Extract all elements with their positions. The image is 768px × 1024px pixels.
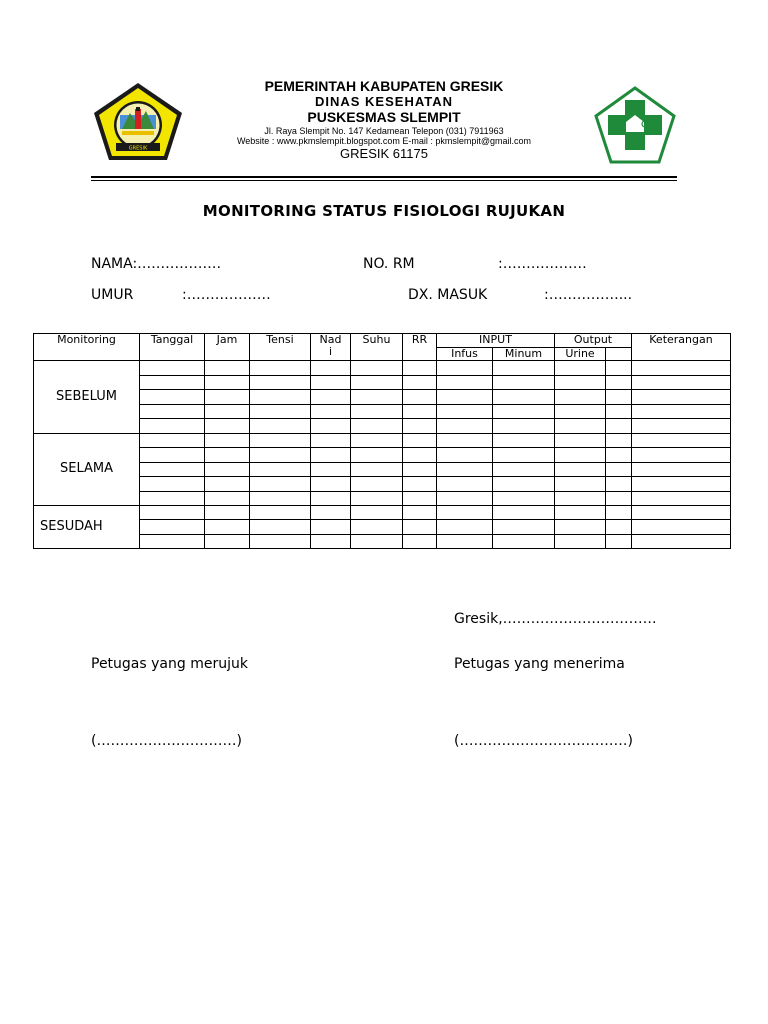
table-cell[interactable] [311, 404, 351, 419]
table-cell[interactable] [351, 433, 403, 448]
table-cell[interactable] [351, 520, 403, 534]
table-cell[interactable] [205, 419, 250, 434]
header-rr: RR [403, 334, 437, 361]
field-umur-value[interactable]: :……………… [182, 287, 271, 303]
table-cell[interactable] [250, 520, 311, 534]
field-no-rm-label: NO. RM [363, 256, 415, 272]
table-cell[interactable] [555, 404, 606, 419]
table-cell[interactable] [250, 534, 311, 548]
table-cell[interactable] [606, 361, 632, 376]
table-cell[interactable] [205, 390, 250, 405]
table-cell[interactable] [250, 419, 311, 434]
table-cell[interactable] [606, 419, 632, 434]
header-output-blank [606, 348, 632, 361]
field-dx-label: DX. MASUK [408, 287, 488, 303]
table-cell[interactable] [311, 448, 351, 463]
header-rule-thin [91, 180, 677, 181]
table-cell[interactable] [555, 520, 606, 534]
table-cell[interactable] [351, 404, 403, 419]
table-cell[interactable] [555, 361, 606, 376]
table-cell[interactable] [493, 506, 555, 520]
group-label-sesudah: SESUDAH [34, 506, 140, 549]
table-cell[interactable] [250, 506, 311, 520]
table-cell[interactable] [311, 462, 351, 477]
header-address: Jl. Raya Slempit No. 147 Kedamean Telepon (031) 7911963 [264, 126, 504, 136]
table-cell[interactable] [351, 375, 403, 390]
table-cell[interactable] [403, 419, 437, 434]
header-city: GRESIK 61175 [340, 146, 428, 161]
header-jam: Jam [205, 334, 250, 361]
table-cell[interactable] [311, 477, 351, 492]
table-cell[interactable] [493, 491, 555, 506]
table-cell[interactable] [437, 390, 493, 405]
seal-lettering: GRESIK [128, 145, 148, 152]
table-cell[interactable] [606, 534, 632, 548]
table-row [34, 433, 731, 448]
table-row [34, 506, 731, 520]
receiver-label: Petugas yang menerima [454, 656, 625, 672]
table-cell[interactable] [250, 477, 311, 492]
table-cell[interactable] [555, 491, 606, 506]
table-cell[interactable] [351, 419, 403, 434]
table-cell[interactable] [250, 390, 311, 405]
table-cell[interactable] [311, 491, 351, 506]
table-cell[interactable] [351, 506, 403, 520]
header-input: INPUT [437, 334, 555, 348]
table-cell[interactable] [555, 433, 606, 448]
header-keterangan: Keterangan [632, 334, 731, 361]
header-urine: Urine [555, 348, 606, 361]
header-monitoring: Monitoring [34, 334, 140, 361]
field-umur-label: UMUR [91, 287, 134, 303]
table-cell[interactable] [437, 375, 493, 390]
group-label-selama: SELAMA [34, 433, 140, 506]
table-cell[interactable] [632, 375, 731, 390]
table-cell[interactable] [632, 506, 731, 520]
table-cell[interactable] [205, 534, 250, 548]
table-cell[interactable] [140, 506, 205, 520]
table-cell[interactable] [140, 390, 205, 405]
table-cell[interactable] [205, 375, 250, 390]
table-cell[interactable] [205, 404, 250, 419]
table-cell[interactable] [606, 390, 632, 405]
table-cell[interactable] [311, 390, 351, 405]
table-cell[interactable] [632, 404, 731, 419]
table-cell[interactable] [493, 520, 555, 534]
table-cell[interactable] [140, 404, 205, 419]
table-cell[interactable] [403, 433, 437, 448]
header-tanggal: Tanggal [140, 334, 205, 361]
table-cell[interactable] [606, 520, 632, 534]
table-cell[interactable] [403, 506, 437, 520]
table-cell[interactable] [555, 506, 606, 520]
table-cell[interactable] [403, 390, 437, 405]
table-cell[interactable] [205, 448, 250, 463]
table-cell[interactable] [403, 448, 437, 463]
header-nadi [311, 334, 351, 361]
header-puskesmas: PUSKESMAS SLEMPIT [307, 109, 461, 125]
table-cell[interactable] [632, 419, 731, 434]
table-cell[interactable] [250, 361, 311, 376]
table-cell[interactable] [311, 520, 351, 534]
table-cell[interactable] [250, 375, 311, 390]
table-cell[interactable] [140, 520, 205, 534]
table-cell[interactable] [351, 462, 403, 477]
header-output: Output [555, 334, 632, 348]
table-cell[interactable] [555, 375, 606, 390]
table-cell[interactable] [140, 361, 205, 376]
table-cell[interactable] [437, 462, 493, 477]
header-government: PEMERINTAH KABUPATEN GRESIK [264, 78, 504, 94]
gresik-seal-logo [92, 81, 184, 163]
table-cell[interactable] [403, 462, 437, 477]
header-minum: Minum [493, 348, 555, 361]
table-cell[interactable] [632, 462, 731, 477]
table-cell[interactable] [437, 419, 493, 434]
header-tensi: Tensi [250, 334, 311, 361]
table-cell[interactable] [555, 419, 606, 434]
table-cell[interactable] [205, 520, 250, 534]
table-cell[interactable] [140, 462, 205, 477]
table-cell[interactable] [493, 361, 555, 376]
table-cell[interactable] [403, 520, 437, 534]
table-cell[interactable] [250, 433, 311, 448]
table-cell[interactable] [632, 448, 731, 463]
table-cell[interactable] [632, 534, 731, 548]
table-cell[interactable] [403, 375, 437, 390]
table-cell[interactable] [606, 433, 632, 448]
table-cell[interactable] [351, 491, 403, 506]
monitoring-table [33, 333, 731, 549]
table-cell[interactable] [437, 477, 493, 492]
table-cell[interactable] [437, 506, 493, 520]
table-cell[interactable] [493, 477, 555, 492]
table-cell[interactable] [140, 433, 205, 448]
field-no-rm-value[interactable]: :……………… [498, 256, 587, 272]
table-cell[interactable] [632, 361, 731, 376]
table-cell[interactable] [632, 390, 731, 405]
document-title: MONITORING STATUS FISIOLOGI RUJUKAN [202, 202, 566, 220]
table-cell[interactable] [250, 448, 311, 463]
table-cell[interactable] [351, 361, 403, 376]
table-cell[interactable] [606, 448, 632, 463]
receiver-signature-blank[interactable]: (………………………………) [454, 733, 633, 749]
table-cell[interactable] [403, 491, 437, 506]
table-cell[interactable] [140, 534, 205, 548]
table-cell[interactable] [437, 520, 493, 534]
header-suhu: Suhu [351, 334, 403, 361]
table-cell[interactable] [493, 448, 555, 463]
field-nama[interactable]: NAMA:……………… [91, 256, 222, 272]
table-cell[interactable] [351, 448, 403, 463]
table-cell[interactable] [311, 534, 351, 548]
header-department: DINAS KESEHATAN [314, 94, 454, 109]
table-cell[interactable] [632, 520, 731, 534]
table-cell[interactable] [140, 477, 205, 492]
table-cell[interactable] [606, 506, 632, 520]
table-cell[interactable] [140, 491, 205, 506]
table-cell[interactable] [437, 361, 493, 376]
table-cell[interactable] [311, 419, 351, 434]
table-cell[interactable] [351, 477, 403, 492]
table-cell[interactable] [606, 491, 632, 506]
table-cell[interactable] [555, 534, 606, 548]
table-cell[interactable] [493, 404, 555, 419]
table-cell[interactable] [437, 404, 493, 419]
table-cell[interactable] [555, 448, 606, 463]
table-cell[interactable] [250, 491, 311, 506]
table-cell[interactable] [205, 462, 250, 477]
table-cell[interactable] [403, 477, 437, 492]
table-cell[interactable] [140, 448, 205, 463]
header-rule-thick [91, 176, 677, 178]
group-label-sebelum: SEBELUM [34, 361, 140, 434]
table-cell[interactable] [632, 433, 731, 448]
table-cell[interactable] [632, 477, 731, 492]
table-cell[interactable] [140, 375, 205, 390]
field-dx-value[interactable]: :……………... [544, 287, 633, 303]
table-cell[interactable] [555, 477, 606, 492]
table-cell[interactable] [437, 491, 493, 506]
puskesmas-cross-logo [594, 86, 676, 164]
table-cell[interactable] [205, 506, 250, 520]
table-cell[interactable] [493, 375, 555, 390]
table-cell[interactable] [311, 375, 351, 390]
table-cell[interactable] [351, 534, 403, 548]
table-cell[interactable] [437, 534, 493, 548]
table-cell[interactable] [606, 375, 632, 390]
header-infus: Infus [437, 348, 493, 361]
table-cell[interactable] [403, 361, 437, 376]
table-cell[interactable] [205, 433, 250, 448]
sender-signature-blank[interactable]: (…………………………) [91, 733, 242, 749]
place-date-line[interactable]: Gresik,…………………………… [454, 611, 657, 627]
table-cell[interactable] [205, 477, 250, 492]
sender-label: Petugas yang merujuk [91, 656, 248, 672]
table-cell[interactable] [403, 404, 437, 419]
table-cell[interactable] [493, 534, 555, 548]
table-cell[interactable] [606, 477, 632, 492]
table-row [34, 361, 731, 376]
table-cell[interactable] [205, 361, 250, 376]
table-cell[interactable] [606, 462, 632, 477]
table-cell[interactable] [493, 390, 555, 405]
header-nadi-line1: Nad [319, 333, 342, 346]
table-cell[interactable] [632, 491, 731, 506]
table-cell[interactable] [351, 390, 403, 405]
table-cell[interactable] [311, 506, 351, 520]
table-cell[interactable] [437, 433, 493, 448]
table-cell[interactable] [493, 462, 555, 477]
table-cell[interactable] [311, 361, 351, 376]
table-cell[interactable] [437, 448, 493, 463]
table-cell[interactable] [250, 404, 311, 419]
table-cell[interactable] [140, 419, 205, 434]
header-contact: Website : www.pkmslempit.blogspot.com E-mail : pkmslempit@gmail.com [236, 136, 532, 146]
table-cell[interactable] [403, 534, 437, 548]
table-cell[interactable] [205, 491, 250, 506]
table-cell[interactable] [250, 462, 311, 477]
table-cell[interactable] [555, 462, 606, 477]
table-cell[interactable] [493, 433, 555, 448]
table-cell[interactable] [555, 390, 606, 405]
table-cell[interactable] [493, 419, 555, 434]
table-cell[interactable] [606, 404, 632, 419]
header-nadi-line2: i [328, 345, 333, 358]
table-cell[interactable] [311, 433, 351, 448]
